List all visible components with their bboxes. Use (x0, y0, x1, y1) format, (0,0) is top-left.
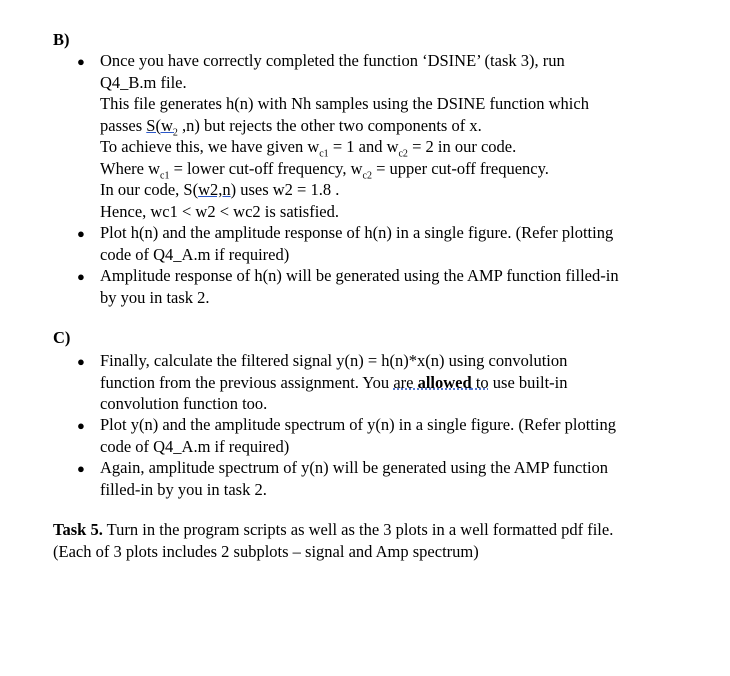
text-line: (Each of 3 plots includes 2 subplots – signal and Amp spectrum) (53, 541, 479, 561)
text-run: ,n) (177, 115, 200, 135)
bullet-icon: ● (77, 461, 85, 476)
bullet-icon: ● (77, 269, 85, 284)
text-line (53, 519, 683, 541)
section-c-item-2 (100, 414, 676, 457)
text-run: = upper cut-off frequency. (371, 158, 549, 178)
section-c-item-3 (100, 457, 676, 500)
task-5-label: Task 5. (53, 520, 103, 539)
text-line: Plot y(n) and the amplitude spectrum of y(n) in a single figure. (Refer plotting (100, 415, 616, 434)
subscript: 2 (172, 126, 178, 138)
section-c-label: C) (53, 328, 71, 347)
text-run: S( (146, 115, 161, 135)
bullet-icon: ● (77, 418, 85, 433)
text-line (100, 179, 676, 201)
task-5-paragraph (53, 519, 683, 562)
text-line: code of Q4_A.m if required) (100, 436, 290, 456)
bullet-icon: ● (77, 54, 85, 69)
grammar-underline (393, 373, 488, 392)
text-line (100, 115, 676, 137)
text-run: to (471, 372, 489, 392)
text-run: passes (100, 115, 147, 135)
text-line: filled-in by you in task 2. (100, 479, 267, 499)
section-c-item-1 (100, 350, 676, 415)
text-line: Plot h(n) and the amplitude response of h(n) in a single figure. (Refer plotting (100, 223, 614, 242)
text-line: This file generates h(n) with Nh samples using the DSINE function which (100, 94, 589, 113)
text-line: Again, amplitude spectrum of y(n) will be generated using the AMP function (100, 458, 609, 477)
spellcheck-underline (146, 115, 178, 138)
text-run: Turn in the program scripts as well as the 3 plots in a well formatted pdf file. (102, 520, 614, 539)
text-line: Finally, calculate the filtered signal y(n) = h(n)*x(n) using convolution (100, 351, 568, 370)
text-line: Once you have correctly completed the function ‘DSINE’ (task 3), run (100, 51, 565, 70)
subscript: c2 (362, 169, 372, 181)
text-run: Where w (100, 158, 161, 178)
subscript: c1 (319, 148, 329, 160)
section-b-item-1 (100, 50, 676, 222)
text-run: = 1 and w (328, 137, 399, 156)
subscript: c2 (398, 148, 408, 160)
bullet-icon: ● (77, 354, 85, 369)
text-run: are (393, 372, 418, 392)
text-run: but rejects the other two components of x. (199, 115, 482, 135)
text-line: convolution function too. (100, 394, 268, 413)
text-run: w (160, 115, 173, 135)
text-line: Q4_B.m file. (100, 72, 187, 92)
text-line: Amplitude response of h(n) will be generated using the AMP function filled-in (100, 266, 619, 285)
text-run: ) uses w2 = 1.8 . (230, 180, 340, 199)
subscript: c1 (160, 169, 170, 181)
text-run: = 2 in our code. (407, 137, 517, 156)
spellcheck-underline: w2,n (198, 180, 231, 199)
text-run: function from the previous assignment. You (100, 372, 394, 392)
text-line (100, 136, 676, 158)
bold-text: allowed (417, 372, 472, 392)
section-b-item-3 (100, 265, 676, 308)
section-b-label: B) (53, 30, 70, 49)
text-run: In our code, S( (100, 180, 199, 199)
text-line: code of Q4_A.m if required) (100, 244, 290, 264)
text-run: = lower cut-off frequency, w (169, 158, 363, 178)
text-line (100, 372, 676, 394)
text-line (100, 158, 676, 180)
text-line: Hence, wc1 < w2 < wc2 is satisfied. (100, 201, 340, 221)
text-run: use built-in (488, 372, 568, 392)
section-b-item-2 (100, 222, 676, 265)
text-run: To achieve this, we have given w (100, 137, 320, 156)
text-line: by you in task 2. (100, 287, 210, 307)
bullet-icon: ● (77, 226, 85, 241)
